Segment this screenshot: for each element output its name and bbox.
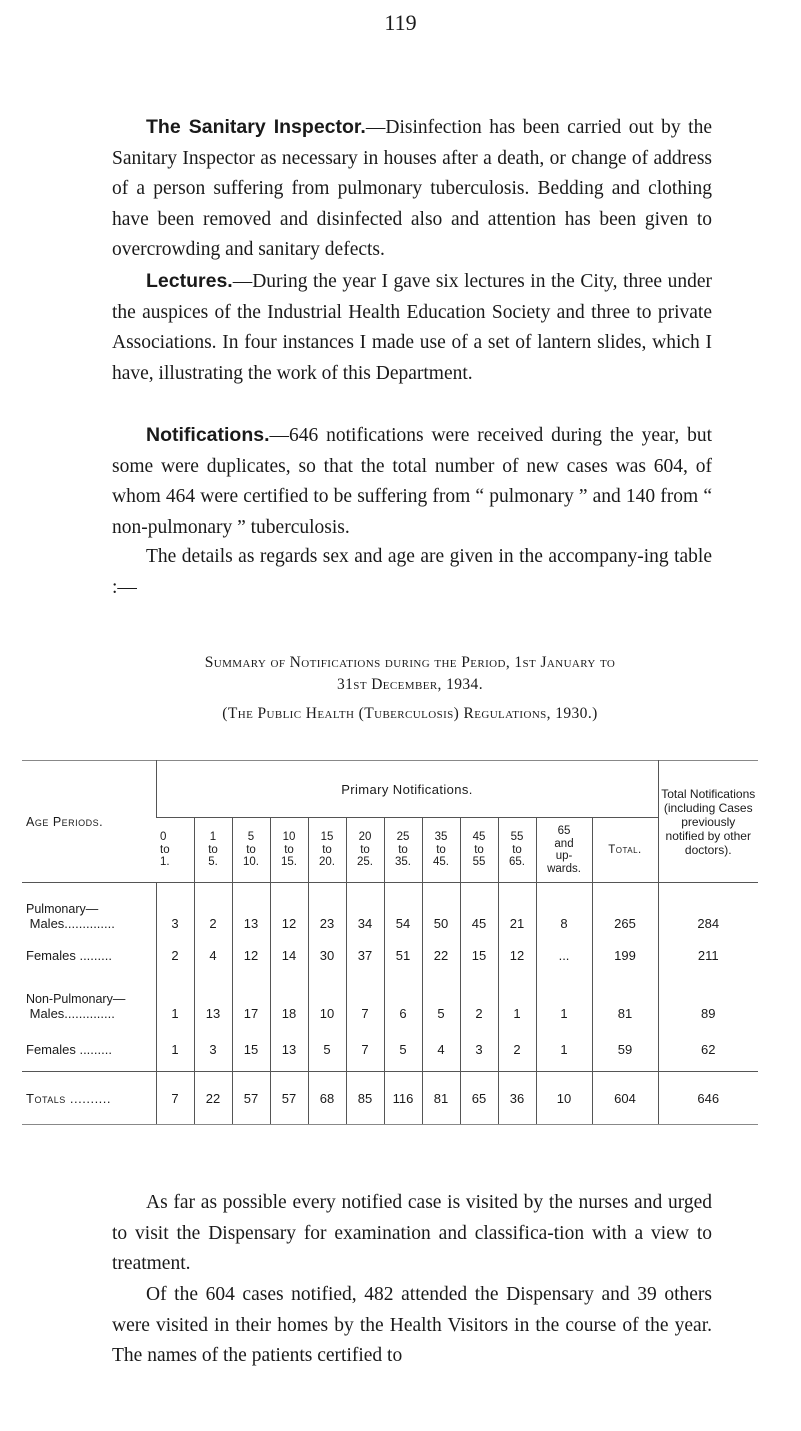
- table-header-row: [22, 761, 758, 818]
- table-cell: 81: [592, 973, 658, 1027]
- table-cell: 14: [270, 937, 308, 973]
- table-cell: 12: [498, 937, 536, 973]
- paragraph-text: Of the 604 cases notified, 482 attended the Dispensary and 39 others were visited in their homes by the Health Visitors in the course of the year. The names of the patients certified to: [112, 1284, 712, 1366]
- table-row: [22, 1027, 758, 1072]
- table-cell: 13: [194, 973, 232, 1027]
- age-col-15-20: 15 to 20.: [308, 818, 346, 883]
- table-cell: 65: [460, 1072, 498, 1125]
- table-title: [60, 652, 760, 696]
- table-cell: 1: [156, 973, 194, 1027]
- table-cell: 1: [156, 1027, 194, 1072]
- table-cell: 2: [460, 973, 498, 1027]
- age-col-20-25: 20 to 25.: [346, 818, 384, 883]
- table-cell: 604: [592, 1072, 658, 1125]
- row-label: Females .........: [26, 1041, 112, 1057]
- totals-label: Totals ..........: [22, 1072, 156, 1125]
- table-cell: 36: [498, 1072, 536, 1125]
- age-col-0-1: 0 to 1.: [156, 818, 194, 883]
- table-cell: 2: [194, 883, 232, 938]
- table-cell: 54: [384, 883, 422, 938]
- table-cell: 3: [156, 883, 194, 938]
- table-cell: 7: [156, 1072, 194, 1125]
- total-notifications-header: Total Notifications (including Cases previously notified by other doctors).: [658, 761, 758, 883]
- table-cell: 10: [308, 973, 346, 1027]
- table-cell: 1: [498, 973, 536, 1027]
- table-cell: 34: [346, 883, 384, 938]
- table-cell: 51: [384, 937, 422, 973]
- table-cell: 57: [270, 1072, 308, 1125]
- table-cell: 284: [658, 883, 758, 938]
- table-cell: 21: [498, 883, 536, 938]
- table-cell: 199: [592, 937, 658, 973]
- table-cell: 2: [498, 1027, 536, 1072]
- table-cell: 22: [194, 1072, 232, 1125]
- paragraph-notifications: [112, 420, 712, 543]
- table-cell: 50: [422, 883, 460, 938]
- table-cell: 15: [460, 937, 498, 973]
- paragraph-visits: [112, 1188, 712, 1280]
- table-cell: 265: [592, 883, 658, 938]
- table-cell: 17: [232, 973, 270, 1027]
- table-cell: 22: [422, 937, 460, 973]
- table-cell: 89: [658, 973, 758, 1027]
- table-subtitle: [60, 703, 760, 725]
- totals-row: [22, 1072, 758, 1125]
- paragraph-dispensary: [112, 1280, 712, 1372]
- table-cell: 81: [422, 1072, 460, 1125]
- table-cell: 18: [270, 973, 308, 1027]
- table-cell: 68: [308, 1072, 346, 1125]
- table-cell: 116: [384, 1072, 422, 1125]
- table-cell: 37: [346, 937, 384, 973]
- total-col-header: Total.: [592, 818, 658, 883]
- paragraph-lectures: [112, 266, 712, 389]
- table-cell: 1: [536, 1027, 592, 1072]
- table-cell: 4: [422, 1027, 460, 1072]
- table-row: [22, 973, 758, 1027]
- page-number: 119: [384, 10, 417, 35]
- paragraph-text: —During the year I gave six lectures in the City, three under the auspices of the Industrial Health Education Society and three to private Associations. In four instances I made use of a set of lantern slides, which I have, illustrating the work of this Department.: [112, 271, 712, 384]
- table-cell: 59: [592, 1027, 658, 1072]
- paragraph-text: As far as possible every notified case is visited by the nurses and urged to visit the Dispensary for examination and classifica-tion with a view to treatment.: [112, 1192, 712, 1274]
- age-col-45-55: 45 to 55: [460, 818, 498, 883]
- table-cell: 13: [270, 1027, 308, 1072]
- table-cell: 3: [194, 1027, 232, 1072]
- table-title-line-3: (The Public Health (Tuberculosis) Regulations, 1930.): [222, 705, 598, 722]
- heading-sanitary-inspector: The Sanitary Inspector.: [146, 116, 366, 138]
- age-col-10-15: 10 to 15.: [270, 818, 308, 883]
- age-col-5-10: 5 to 10.: [232, 818, 270, 883]
- paragraph-sanitary-inspector: [112, 112, 712, 266]
- paragraph-text: —Disinfection has been carried out by the Sanitary Inspector as necessary in houses after a death, or change of address of a person suffering from pulmonary tuberculosis. Bedding and clothing have been removed and disinfected also and attention has been given to overcrowding and sanitary defects.: [112, 117, 713, 260]
- table-cell: 2: [156, 937, 194, 973]
- table-title-line-1: Summary of Notifications during the Period, 1st January to: [204, 654, 616, 671]
- heading-notifications: Notifications.: [146, 424, 270, 446]
- row-label: Non-Pulmonary— Males..............: [26, 992, 126, 1021]
- notifications-table: [22, 760, 758, 1125]
- table-cell: 15: [232, 1027, 270, 1072]
- table-cell: 211: [658, 937, 758, 973]
- table-cell: 62: [658, 1027, 758, 1072]
- table-cell: 85: [346, 1072, 384, 1125]
- table-cell: 4: [194, 937, 232, 973]
- row-label: Females .........: [26, 947, 112, 963]
- table-cell: 7: [346, 973, 384, 1027]
- table-cell: 30: [308, 937, 346, 973]
- paragraph-text: —646 notifications were received during the year, but some were duplicates, so that the total number of new cases was 604, of whom 464 were certified to be suffering from “ pulmonary ” and 140 from “ non-pulmonary ” tuberculosis.: [112, 425, 712, 538]
- table-cell: 5: [308, 1027, 346, 1072]
- paragraph-text: The details as regards sex and age are given in the accompany-ing table :—: [112, 546, 712, 598]
- table-cell: 23: [308, 883, 346, 938]
- table-cell: 45: [460, 883, 498, 938]
- table-cell: 1: [536, 973, 592, 1027]
- row-label: Pulmonary— Males..............: [26, 902, 115, 931]
- table-cell: 13: [232, 883, 270, 938]
- table-cell: 646: [658, 1072, 758, 1125]
- age-col-65-upwards: 65 and up- wards.: [536, 818, 592, 883]
- age-col-35-45: 35 to 45.: [422, 818, 460, 883]
- table-cell: 7: [346, 1027, 384, 1072]
- table-cell: 3: [460, 1027, 498, 1072]
- age-col-25-35: 25 to 35.: [384, 818, 422, 883]
- age-periods-header: Age Periods.: [22, 761, 156, 883]
- table-cell: 5: [384, 1027, 422, 1072]
- table-cell: 12: [232, 937, 270, 973]
- table-cell: 57: [232, 1072, 270, 1125]
- age-col-55-65: 55 to 65.: [498, 818, 536, 883]
- table-row: [22, 937, 758, 973]
- table-title-line-2: 31st December, 1934.: [337, 676, 483, 693]
- table-cell: 10: [536, 1072, 592, 1125]
- table-cell: 5: [422, 973, 460, 1027]
- table-cell: ...: [536, 937, 592, 973]
- table-cell: 6: [384, 973, 422, 1027]
- table-row: [22, 883, 758, 938]
- table-cell: 12: [270, 883, 308, 938]
- heading-lectures: Lectures.: [146, 270, 233, 292]
- age-col-1-5: 1 to 5.: [194, 818, 232, 883]
- primary-notifications-header: Primary Notifications.: [156, 761, 658, 818]
- paragraph-details: [112, 542, 712, 603]
- table-cell: 8: [536, 883, 592, 938]
